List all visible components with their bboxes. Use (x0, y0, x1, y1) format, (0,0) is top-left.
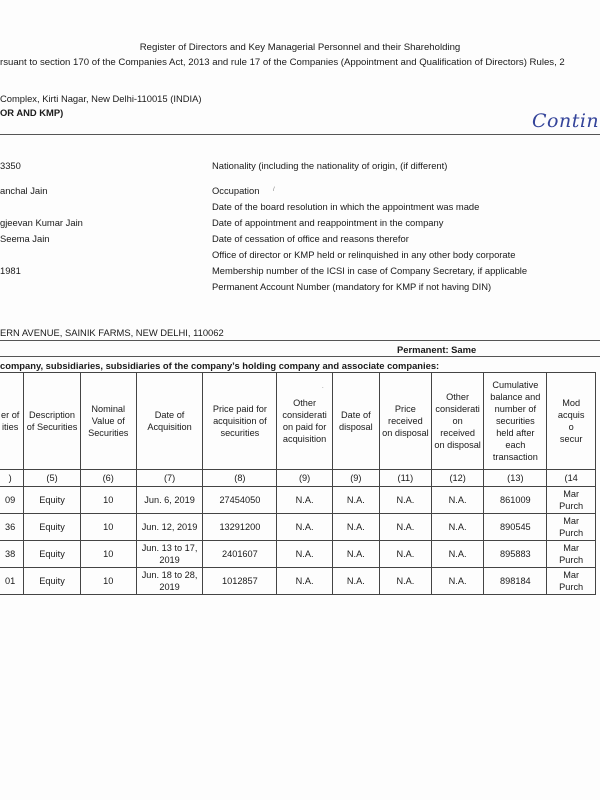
table-cell: N.A. (431, 568, 484, 595)
table-cell: N.A. (332, 487, 379, 514)
table-cell: (7) (136, 470, 203, 487)
table-row (0, 541, 596, 568)
table-cell: N.A. (379, 568, 431, 595)
label-appointment-date: Date of appointment and reappointment in the company (212, 217, 444, 228)
permanent-address: Permanent: Same (397, 344, 477, 355)
table-cell: Nominal Value of Securities (80, 373, 136, 470)
table-header-row (0, 373, 596, 470)
divider (0, 134, 600, 135)
table-cell: 1012857 (203, 568, 277, 595)
securities-table (0, 372, 596, 595)
label-cessation: Date of cessation of office and reasons therefor (212, 233, 409, 244)
table-cell: N.A. (379, 514, 431, 541)
table-cell: Mar Purch (547, 487, 596, 514)
register-subtitle: rsuant to section 170 of the Companies Act, 2013 and rule 17 of the Companies (Appointment and Qualification of Directors) Rules, 2 (0, 57, 565, 68)
table-cell: 10 (80, 568, 136, 595)
table-cell: Equity (24, 541, 80, 568)
table-cell: 13291200 (203, 514, 277, 541)
divider (0, 340, 600, 341)
label-board-resolution: Date of the board resolution in which the appointment was made (212, 201, 480, 212)
label-other-office: Office of director or KMP held or relinquished in any other body corporate (212, 249, 516, 260)
table-cell: 10 (80, 487, 136, 514)
table-cell: Other considerati on received on disposal (431, 373, 484, 470)
table-cell: N.A. (277, 568, 332, 595)
table-cell: Equity (24, 568, 80, 595)
table-cell: 09 (0, 487, 24, 514)
register-title: Register of Directors and Key Managerial Personnel and their Shareholding (139, 42, 461, 53)
table-cell: Mod acquis o secur (547, 373, 596, 470)
column-number-row (0, 470, 596, 487)
table-cell: N.A. (277, 541, 332, 568)
table-cell: 36 (0, 514, 24, 541)
company-address: Complex, Kirti Nagar, New Delhi-110015 (INDIA) (0, 93, 202, 104)
father-name-value: gjeevan Kumar Jain (0, 217, 83, 228)
spouse-name-value: Seema Jain (0, 233, 50, 244)
table-cell: (8) (203, 470, 277, 487)
table-cell: Jun. 6, 2019 (136, 487, 203, 514)
table-cell: 27454050 (203, 487, 277, 514)
table-cell: N.A. (431, 514, 484, 541)
table-cell: (5) (24, 470, 80, 487)
table-cell: (9) (332, 470, 379, 487)
table-cell: 38 (0, 541, 24, 568)
table-cell: 01 (0, 568, 24, 595)
label-nationality: Nationality (including the nationality of origin, (if different) (212, 160, 448, 171)
table-cell: N.A. (379, 487, 431, 514)
label-pan: Permanent Account Number (mandatory for KMP if not having DIN) (212, 281, 492, 292)
table-cell: ) (0, 470, 24, 487)
table-cell: 2401607 (203, 541, 277, 568)
divider (0, 356, 600, 357)
label-occupation: Occupation (212, 185, 260, 196)
table-cell: (13) (484, 470, 547, 487)
table-cell: Jun. 13 to 17, 2019 (136, 541, 203, 568)
residential-address: ERN AVENUE, SAINIK FARMS, NEW DELHI, 110062 (0, 327, 224, 338)
table-cell: (14 (547, 470, 596, 487)
table-cell: 898184 (484, 568, 547, 595)
table-row (0, 514, 596, 541)
table-cell: Mar Purch (547, 514, 596, 541)
table-cell: Date of disposal (332, 373, 379, 470)
table-cell: N.A. (277, 487, 332, 514)
table-cell: (9) (277, 470, 332, 487)
table-cell: Cumulative balance and number of securities held after each transaction (484, 373, 547, 470)
table-cell: N.A. (332, 568, 379, 595)
din-value: 3350 (0, 160, 21, 171)
table-row (0, 487, 596, 514)
table-cell: 861009 (484, 487, 547, 514)
name-value: anchal Jain (0, 185, 48, 196)
dob-value: 1981 (0, 265, 21, 276)
table-cell: 10 (80, 541, 136, 568)
table-cell: 895883 (484, 541, 547, 568)
table-cell: N.A. (431, 487, 484, 514)
table-cell: Mar Purch (547, 568, 596, 595)
handwritten-note: Contin (532, 110, 600, 132)
table-row (0, 568, 596, 595)
table-cell: (11) (379, 470, 431, 487)
table-cell: 10 (80, 514, 136, 541)
table-cell: N.A. (431, 541, 484, 568)
table-cell: Description of Securities (24, 373, 80, 470)
table-cell: (12) (431, 470, 484, 487)
table-cell: Jun. 18 to 28, 2019 (136, 568, 203, 595)
securities-title: company, subsidiaries, subsidiaries of the company’s holding company and associate companies: (0, 360, 440, 371)
table-cell: Date of Acquisition (136, 373, 203, 470)
table-cell: Jun. 12, 2019 (136, 514, 203, 541)
table-cell: N.A. (379, 541, 431, 568)
table-cell: Price paid for acquisition of securities (203, 373, 277, 470)
table-cell: Equity (24, 487, 80, 514)
table-cell: Mar Purch (547, 541, 596, 568)
table-cell: N.A. (332, 541, 379, 568)
table-cell: Equity (24, 514, 80, 541)
table-cell: Other considerati on paid for acquisition (277, 373, 332, 470)
table-cell: (6) (80, 470, 136, 487)
section-title: OR AND KMP) (0, 107, 64, 118)
table-cell: N.A. (277, 514, 332, 541)
table-cell: 890545 (484, 514, 547, 541)
table-cell: er of ities (0, 373, 24, 470)
label-icsi-membership: Membership number of the ICSI in case of Company Secretary, if applicable (212, 265, 528, 276)
table-cell: N.A. (332, 514, 379, 541)
table-cell: Price received on disposal (379, 373, 431, 470)
